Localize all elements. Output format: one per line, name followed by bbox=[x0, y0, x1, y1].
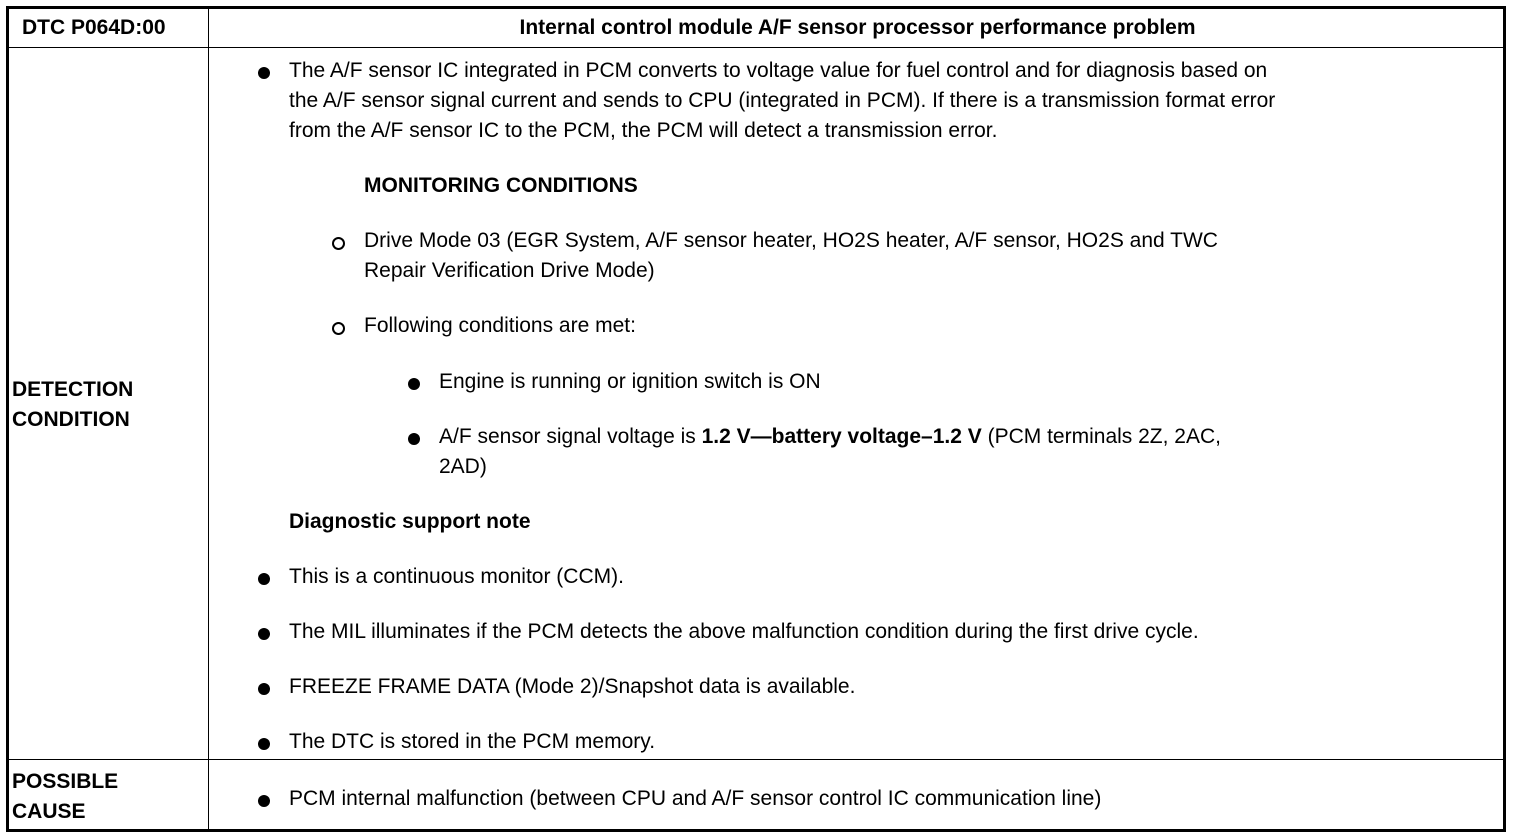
cause-item: PCM internal malfunction (between CPU and A/F sensor control IC communication line) bbox=[289, 787, 1102, 810]
circle-bullet-icon bbox=[332, 322, 345, 335]
row-divider bbox=[9, 759, 1503, 760]
cause-label-line1: POSSIBLE bbox=[12, 770, 119, 793]
header-divider bbox=[9, 47, 1503, 48]
support-heading: Diagnostic support note bbox=[289, 510, 531, 533]
note-item: The DTC is stored in the PCM memory. bbox=[289, 730, 656, 753]
circle-bullet-icon bbox=[332, 237, 345, 250]
following-conditions: Following conditions are met: bbox=[364, 314, 636, 337]
monitoring-heading: MONITORING CONDITIONS bbox=[364, 174, 638, 197]
intro-line1: The A/F sensor IC integrated in PCM converts to voltage value for fuel control and for diagnosis based on bbox=[289, 59, 1268, 82]
cause-label-line2: CAUSE bbox=[12, 800, 86, 823]
bullet-icon bbox=[258, 738, 270, 750]
dtc-code: DTC P064D:00 bbox=[22, 16, 166, 39]
bullet-icon bbox=[408, 378, 420, 390]
drive-mode-line2: Repair Verification Drive Mode) bbox=[364, 259, 655, 282]
note-item: This is a continuous monitor (CCM). bbox=[289, 565, 624, 588]
voltage-suffix: (PCM terminals 2Z, 2AC, bbox=[981, 425, 1221, 448]
bullet-icon bbox=[258, 628, 270, 640]
bullet-icon bbox=[408, 433, 420, 445]
intro-line3: from the A/F sensor IC to the PCM, the PCM will detect a transmission error. bbox=[289, 119, 998, 142]
note-item: The MIL illuminates if the PCM detects the above malfunction condition during the first drive cycle. bbox=[289, 620, 1199, 643]
bullet-icon bbox=[258, 795, 270, 807]
bullet-icon bbox=[258, 683, 270, 695]
engine-running: Engine is running or ignition switch is ON bbox=[439, 370, 821, 393]
dtc-table bbox=[6, 6, 1506, 832]
detection-label-line2: CONDITION bbox=[12, 408, 130, 431]
dtc-description: Internal control module A/F sensor processor performance problem bbox=[519, 16, 1196, 39]
bullet-icon bbox=[258, 67, 270, 79]
voltage-line2: 2AD) bbox=[439, 455, 487, 478]
intro-line2: the A/F sensor signal current and sends to CPU (integrated in PCM). If there is a transmission format error bbox=[289, 89, 1276, 112]
voltage-line1 bbox=[439, 422, 1221, 452]
detection-label-line1: DETECTION bbox=[12, 378, 134, 401]
note-item: FREEZE FRAME DATA (Mode 2)/Snapshot data is available. bbox=[289, 675, 856, 698]
voltage-prefix: A/F sensor signal voltage is bbox=[439, 425, 702, 448]
column-divider bbox=[208, 9, 209, 829]
bullet-icon bbox=[258, 573, 270, 585]
voltage-range: 1.2 V—battery voltage–1.2 V bbox=[701, 425, 982, 448]
drive-mode-line1: Drive Mode 03 (EGR System, A/F sensor heater, HO2S heater, A/F sensor, HO2S and TWC bbox=[364, 229, 1218, 252]
